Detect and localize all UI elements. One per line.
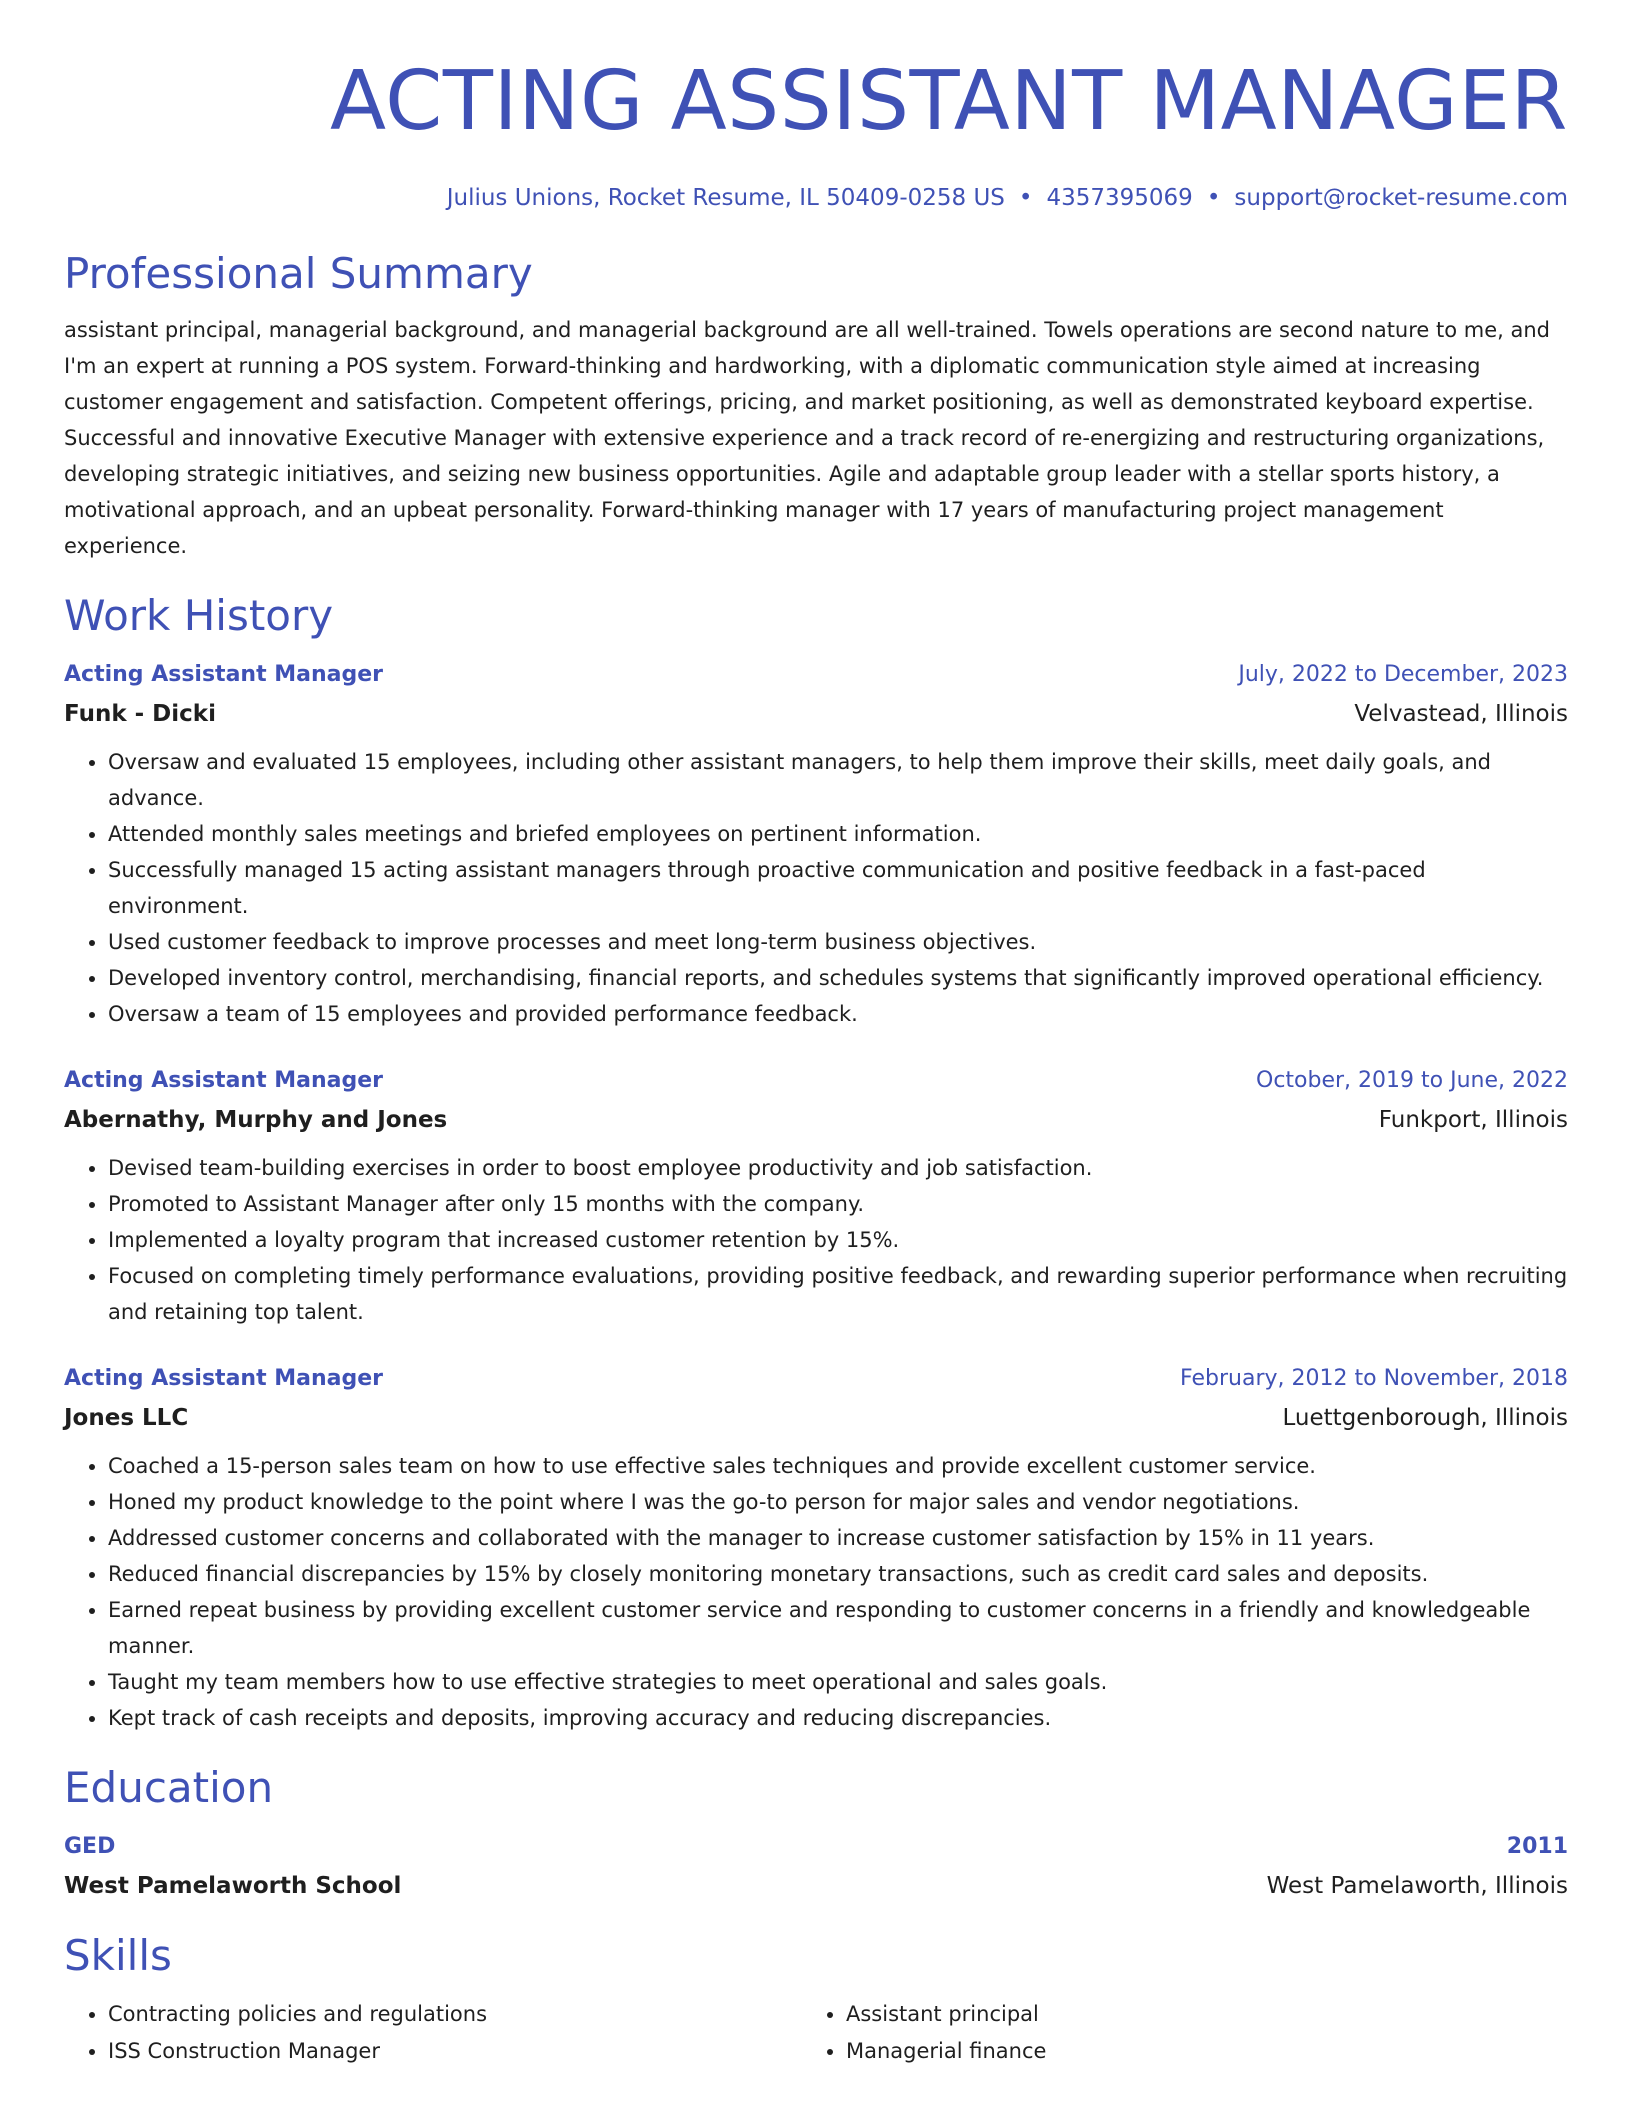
list-item: • Honed my product knowledge to the point where I was the go-to person for major sales and vendor negotiations.: [108, 1484, 1568, 1520]
list-item: • Reduced financial discrepancies by 15% by closely monitoring monetary transactions, such as credit card sales and deposits.: [108, 1556, 1568, 1592]
job-title-row: [64, 1062, 1568, 1100]
list-item: • Used customer feedback to improve processes and meet long-term business objectives.: [108, 924, 1568, 960]
job-company: Abernathy, Murphy and Jones: [64, 1107, 448, 1133]
job-dates: February, 2012 to November, 2018: [1180, 1366, 1568, 1391]
candidate-job-title: ACTING ASSISTANT MANAGER: [329, 54, 1568, 149]
job-title-row: [64, 1360, 1568, 1398]
job-entry: [64, 656, 1568, 1032]
summary-text: assistant principal, managerial background, and managerial background are all well-trained. Towels operations are second nature to me, and I'm an expert at running a POS system. Forward-thinking and hardworking, with a diplomatic communication style aimed at increasing customer engagement and satisfaction. Competent offerings, pricing, and market positioning, as well as demonstrated keyboard expertise. Successful and innovative Executive Manager with extensive experience and a track record of re-energizing and restructuring organizations, developing strategic initiatives, and seizing new business opportunities. Agile and adaptable group leader with a stellar sports history, a motivational approach, and an upbeat personality. Forward-thinking manager with 17 years of manufacturing project management experience.: [64, 318, 1550, 558]
job-company: Funk - Dicki: [64, 701, 216, 727]
skill-item: • Assistant principal: [846, 1996, 1568, 2033]
list-item: • Oversaw a team of 15 employees and provided performance feedback.: [108, 996, 1568, 1032]
skills-section: [64, 1930, 1568, 2070]
list-item: • Taught my team members how to use effective strategies to meet operational and sales goals.: [108, 1664, 1568, 1700]
job-dates: October, 2019 to June, 2022: [1256, 1068, 1568, 1093]
job-dates: July, 2022 to December, 2023: [1238, 662, 1568, 687]
list-item: • Developed inventory control, merchandising, financial reports, and schedules systems that significantly improved operational efficiency.: [108, 960, 1568, 996]
job-company: Jones LLC: [64, 1405, 189, 1431]
contact-email: support@rocket-resume.com: [1234, 185, 1568, 211]
list-item: • Earned repeat business by providing excellent customer service and responding to customer concerns in a friendly and knowledgeable manner.: [108, 1592, 1568, 1664]
job-location: Funkport, Illinois: [1378, 1107, 1568, 1133]
job-title: Acting Assistant Manager: [64, 1366, 384, 1391]
contact-separator: •: [1018, 185, 1033, 211]
skills-column-right: [802, 1996, 1568, 2070]
list-item: • Kept track of cash receipts and deposits, improving accuracy and reducing discrepancies.: [108, 1700, 1568, 1736]
education-entry: [64, 1828, 1568, 1906]
education-section: [64, 1762, 1568, 1906]
skill-item: • Contracting policies and regulations: [108, 1996, 802, 2033]
list-item: • Attended monthly sales meetings and briefed employees on pertinent information.: [108, 816, 1568, 852]
skill-item: • Managerial finance: [846, 2033, 1568, 2070]
section-heading: Skills: [64, 1931, 172, 1980]
education-school: West Pamelaworth School: [64, 1873, 402, 1899]
education-degree-row: [64, 1828, 1568, 1866]
education-school-row: [64, 1866, 1568, 1906]
list-item: • Oversaw and evaluated 15 employees, including other assistant managers, to help them improve their skills, meet daily goals, and advance.: [108, 744, 1568, 816]
list-item: • Devised team-building exercises in order to boost employee productivity and job satisfaction.: [108, 1150, 1568, 1186]
section-heading: Work History: [64, 591, 334, 640]
job-location: Luettgenborough, Illinois: [1282, 1405, 1568, 1431]
job-company-row: [64, 1398, 1568, 1438]
job-entry: [64, 1360, 1568, 1736]
job-entry: [64, 1062, 1568, 1330]
list-item: • Focused on completing timely performance evaluations, providing positive feedback, and rewarding superior performance when recruiting and retaining top talent.: [108, 1258, 1568, 1330]
work-history-section: [64, 590, 1568, 1736]
contact-phone: 4357395069: [1046, 185, 1193, 211]
list-item: • Addressed customer concerns and collaborated with the manager to increase customer satisfaction by 15% in 11 years.: [108, 1520, 1568, 1556]
skills-column-left: [64, 1996, 802, 2070]
contact-separator: •: [1206, 185, 1221, 211]
education-location: West Pamelaworth, Illinois: [1266, 1873, 1568, 1899]
job-title: Acting Assistant Manager: [64, 662, 384, 687]
job-company-row: [64, 1100, 1568, 1140]
job-company-row: [64, 694, 1568, 734]
job-bullets: [64, 744, 1568, 1032]
education-degree: GED: [64, 1834, 116, 1859]
job-bullets: [64, 1448, 1568, 1736]
contact-line: [64, 182, 1568, 214]
list-item: • Implemented a loyalty program that increased customer retention by 15%.: [108, 1222, 1568, 1258]
skills-grid: [64, 1996, 1568, 2070]
skill-item: • ISS Construction Manager: [108, 2033, 802, 2070]
job-title: Acting Assistant Manager: [64, 1068, 384, 1093]
education-year: 2011: [1506, 1834, 1568, 1859]
section-heading: Education: [64, 1763, 274, 1812]
section-heading: Professional Summary: [64, 249, 533, 298]
list-item: • Coached a 15-person sales team on how to use effective sales techniques and provide excellent customer service.: [108, 1448, 1568, 1484]
job-bullets: [64, 1150, 1568, 1330]
job-title-row: [64, 656, 1568, 694]
contact-address: Julius Unions, Rocket Resume, IL 50409-0258 US: [446, 185, 1005, 211]
professional-summary-section: [64, 248, 1568, 564]
list-item: • Promoted to Assistant Manager after only 15 months with the company.: [108, 1186, 1568, 1222]
resume-header: [64, 0, 1568, 214]
job-location: Velvastead, Illinois: [1354, 701, 1568, 727]
list-item: • Successfully managed 15 acting assistant managers through proactive communication and positive feedback in a fast-paced environment.: [108, 852, 1568, 924]
